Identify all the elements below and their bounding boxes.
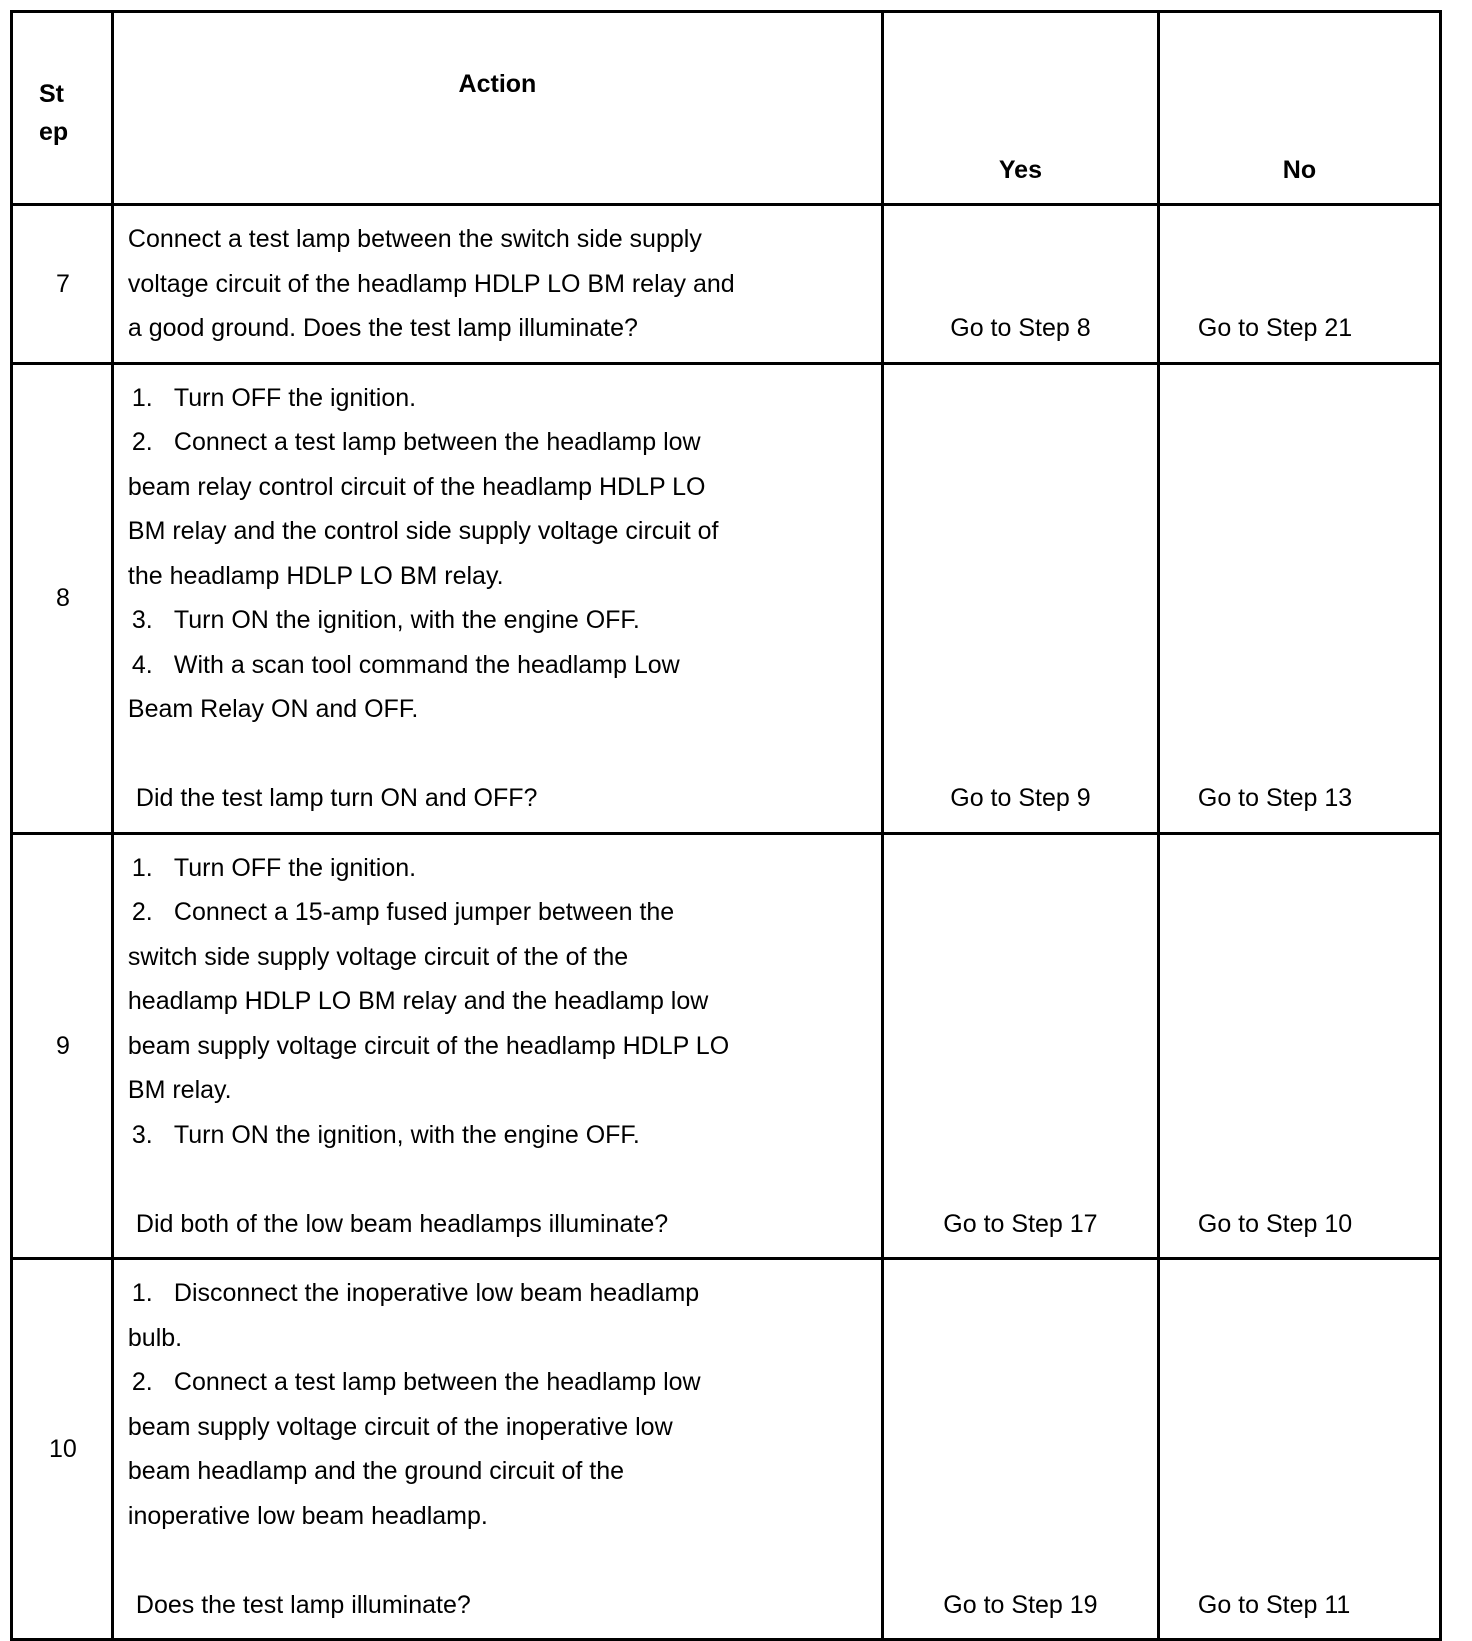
item-continuation: inoperative low beam headlamp.: [127, 1501, 488, 1530]
header-action: Action: [112, 12, 882, 205]
header-yes: Yes: [882, 12, 1158, 205]
step-number: 7: [12, 205, 113, 364]
question-text: Did both of the low beam headlamps illuminate?: [135, 1209, 669, 1238]
item-text: Connect a test lamp between the headlamp low: [173, 428, 701, 456]
list-item: [128, 643, 871, 688]
diagnostic-table: [10, 10, 1442, 1641]
item-text: Connect a test lamp between the headlamp low: [173, 1368, 701, 1396]
action-cell: [112, 833, 882, 1259]
list-item: [128, 1271, 871, 1316]
action-line: a good ground. Does the test lamp illuminate?: [127, 314, 638, 342]
step-number: 9: [12, 833, 113, 1259]
header-row: [12, 12, 1441, 205]
no-result: Go to Step 21: [1158, 205, 1440, 364]
header-step-line1: St: [39, 80, 64, 108]
item-continuation: BM relay and the control side supply voltage circuit of: [127, 517, 719, 545]
action-line: Connect a test lamp between the switch side supply: [127, 225, 702, 253]
list-item: [128, 598, 871, 643]
item-text: Connect a 15-amp fused jumper between the: [173, 898, 675, 926]
item-continuation: switch side supply voltage circuit of the of the: [127, 942, 629, 971]
item-continuation: beam headlamp and the ground circuit of the: [127, 1457, 625, 1485]
item-text: Disconnect the inoperative low beam headlamp: [173, 1279, 700, 1307]
action-cell: [112, 1259, 882, 1640]
item-text: Turn ON the ignition, with the engine OFF.: [173, 1120, 640, 1149]
item-number: 4.: [131, 650, 153, 679]
spacer: [128, 1157, 871, 1202]
step-number: 10: [12, 1259, 113, 1640]
spacer: [128, 1538, 871, 1583]
item-continuation: bulb.: [127, 1323, 183, 1352]
yes-result: Go to Step 17: [882, 833, 1158, 1259]
item-continuation: Beam Relay ON and OFF.: [127, 695, 419, 723]
no-result: Go to Step 13: [1158, 363, 1440, 833]
item-number: 1.: [131, 383, 153, 412]
item-continuation: beam supply voltage circuit of the headlamp HDLP LO: [127, 1031, 730, 1060]
item-text: Turn ON the ignition, with the engine OFF.: [173, 606, 640, 634]
item-number: 1.: [131, 1279, 153, 1307]
table-row-step-9: [12, 833, 1441, 1259]
list-item: [128, 1113, 871, 1158]
item-continuation: the headlamp HDLP LO BM relay.: [127, 561, 504, 590]
table-row-step-10: [12, 1259, 1441, 1640]
item-number: 2.: [131, 428, 153, 456]
item-number: 2.: [131, 898, 153, 926]
list-item: [128, 846, 871, 891]
no-result: Go to Step 10: [1158, 833, 1440, 1259]
yes-result: Go to Step 8: [882, 205, 1158, 364]
item-text: Turn OFF the ignition.: [173, 383, 417, 412]
item-text: With a scan tool command the headlamp Low: [173, 650, 680, 679]
list-item: [128, 420, 871, 465]
item-continuation: beam supply voltage circuit of the inoperative low: [127, 1412, 673, 1441]
item-continuation: beam relay control circuit of the headlamp HDLP LO: [127, 472, 706, 501]
yes-result: Go to Step 9: [882, 363, 1158, 833]
item-number: 2.: [131, 1368, 153, 1396]
list-item: [128, 1360, 871, 1405]
action-line: voltage circuit of the headlamp HDLP LO BM relay and: [127, 269, 735, 298]
list-item: [128, 376, 871, 421]
item-continuation: headlamp HDLP LO BM relay and the headlamp low: [127, 987, 709, 1015]
table-row-step-7: [12, 205, 1441, 364]
action-cell: [112, 205, 882, 364]
header-step-line2: ep: [39, 118, 69, 146]
no-result: Go to Step 11: [1158, 1259, 1440, 1640]
table-row-step-8: [12, 363, 1441, 833]
item-text: Turn OFF the ignition.: [173, 853, 417, 882]
list-item: [128, 890, 871, 935]
item-continuation: BM relay.: [127, 1076, 232, 1104]
item-number: 3.: [131, 606, 153, 634]
item-number: 3.: [131, 1120, 153, 1149]
header-step: [12, 12, 113, 205]
action-cell: [112, 363, 882, 833]
question-text: Did the test lamp turn ON and OFF?: [135, 784, 538, 812]
spacer: [128, 732, 871, 777]
item-number: 1.: [131, 853, 153, 882]
question-text: Does the test lamp illuminate?: [135, 1590, 471, 1619]
yes-result: Go to Step 19: [882, 1259, 1158, 1640]
step-number: 8: [12, 363, 113, 833]
header-no: No: [1158, 12, 1440, 205]
